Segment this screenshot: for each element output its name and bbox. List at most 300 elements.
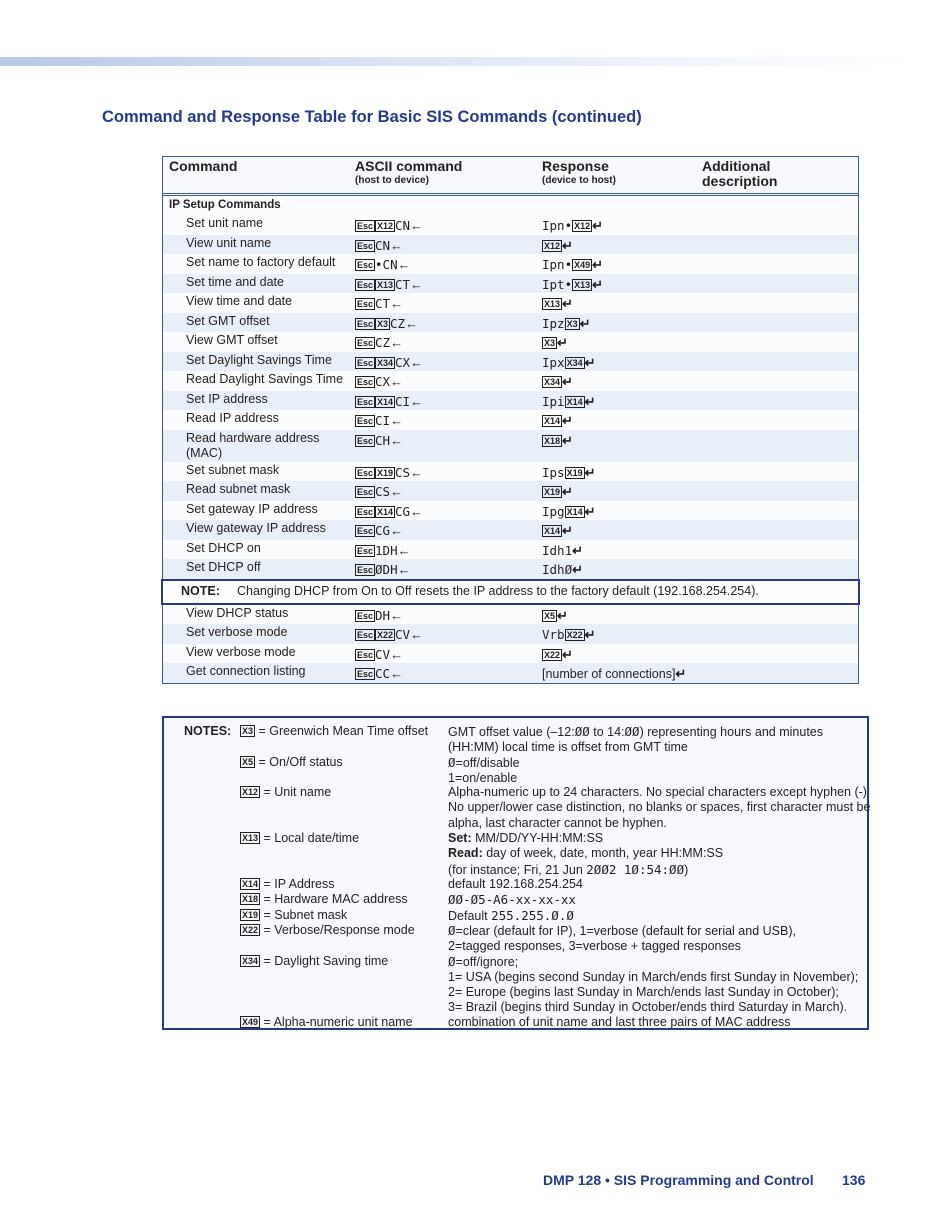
response [542, 257, 603, 273]
note-key-label: = Verbose/Response mode [263, 922, 415, 937]
mono-text: 2ØØ2 1Ø:54:ØØ [586, 861, 685, 877]
response [542, 608, 568, 624]
code-token: Esc [357, 565, 374, 575]
code-token: Esc [357, 318, 374, 329]
code-token: X13 [544, 299, 561, 309]
code-text: Ipg [542, 503, 565, 519]
code-token: X19 [242, 909, 259, 920]
ascii-command [355, 627, 423, 642]
ascii-command [355, 465, 423, 480]
note-line [448, 846, 864, 861]
code-token: X3 [377, 318, 389, 329]
mono-text: ØØ-Ø5-A6-xx-xx-xx [448, 892, 576, 908]
left-arrow-icon: ← [410, 218, 424, 233]
plain-text: =off/disable [455, 755, 520, 770]
response [542, 647, 573, 663]
return-arrow-icon: ↵ [557, 335, 568, 350]
plain-text: ) [684, 862, 689, 877]
code-token: X3 [566, 318, 578, 329]
code-text: DH [375, 607, 391, 623]
code-text: CS [395, 464, 411, 480]
ascii-command [355, 374, 403, 389]
response [542, 484, 573, 500]
code-text: CT [395, 276, 411, 292]
code-token: X19 [566, 467, 583, 478]
command-name: View gateway IP address [186, 521, 326, 535]
code-token: X34 [566, 357, 583, 368]
code-text: CI [395, 393, 411, 409]
code-token: X22 [566, 630, 583, 640]
command-name: Read Daylight Savings Time [186, 372, 344, 386]
command-name: View DHCP status [186, 605, 289, 620]
command-name: Set verbose mode [186, 625, 288, 639]
code-token: X18 [544, 435, 561, 446]
table-row [163, 352, 858, 372]
return-arrow-icon: ↵ [562, 413, 573, 428]
header-response: Response (device to host) [542, 158, 616, 186]
ascii-command [355, 355, 423, 370]
code-token: X14 [377, 506, 394, 517]
table-row [163, 430, 858, 462]
return-arrow-icon: ↵ [557, 607, 568, 623]
note-line [448, 755, 864, 771]
code-token: X5 [242, 756, 254, 767]
code-token: X12 [574, 221, 591, 231]
table-row [163, 644, 858, 664]
command-name: Set unit name [186, 216, 264, 230]
ascii-command [355, 562, 411, 577]
note-description [448, 1015, 864, 1030]
ascii-command [355, 257, 411, 272]
command-name: Set Daylight Savings Time [186, 352, 332, 367]
table-row [163, 235, 858, 255]
code-token: Esc [357, 260, 374, 270]
mono-text: ØØ [624, 724, 640, 739]
dhcp-note [161, 579, 860, 605]
note-description [448, 755, 864, 787]
bold-text: Set: [448, 831, 472, 846]
command-name: Set GMT offset [186, 313, 270, 328]
ascii-command [355, 433, 403, 448]
left-arrow-icon: ← [390, 666, 404, 681]
code-token: X14 [242, 879, 259, 889]
code-text: 1DH [375, 542, 398, 558]
code-token: X19 [377, 467, 394, 478]
code-text: Ipn• [542, 257, 573, 272]
note-line [448, 831, 864, 846]
code-text: CN [395, 218, 411, 233]
code-token: X14 [566, 396, 583, 407]
return-arrow-icon: ↵ [562, 296, 573, 311]
response [542, 355, 596, 371]
code-text: Vrb [542, 627, 565, 642]
command-name: Set IP address [186, 391, 268, 406]
left-arrow-icon: ← [410, 627, 424, 642]
response [542, 523, 573, 539]
note-label: NOTE: [181, 583, 220, 598]
code-token: Esc [357, 435, 374, 446]
plain-text: [number of connections] [542, 667, 676, 681]
code-token: X14 [544, 416, 561, 426]
table-row [163, 371, 858, 391]
plain-text: default 192.168.254.254 [448, 877, 583, 891]
return-arrow-icon: ↵ [592, 276, 604, 292]
table-row [163, 540, 858, 560]
code-token: X34 [544, 377, 561, 387]
left-arrow-icon: ← [390, 607, 404, 623]
note-line [448, 954, 864, 970]
command-response-table [162, 156, 859, 684]
ascii-command [355, 218, 423, 233]
table-row [163, 559, 858, 579]
return-arrow-icon: ↵ [572, 562, 584, 577]
code-text: Ips [542, 464, 565, 480]
code-token: X22 [242, 924, 259, 935]
plain-text: GMT offset value (–12: [448, 725, 575, 739]
code-token: Esc [357, 610, 374, 621]
left-arrow-icon: ← [390, 484, 404, 499]
note-key [240, 908, 347, 923]
note-line [448, 800, 871, 815]
table-row [163, 274, 858, 294]
left-arrow-icon: ← [390, 237, 404, 253]
note-key [240, 892, 408, 907]
code-token: Esc [357, 221, 374, 231]
return-arrow-icon: ↵ [562, 484, 573, 499]
note-line [448, 1000, 864, 1015]
code-token: X14 [377, 396, 394, 407]
code-token: X12 [544, 240, 561, 251]
note-line [448, 862, 864, 878]
note-line [448, 771, 864, 786]
table-row [163, 501, 858, 521]
command-name: Set subnet mask [186, 462, 280, 477]
response [542, 238, 573, 254]
plain-text: combination of unit name and last three pairs of MAC address [448, 1014, 791, 1029]
ascii-command [355, 543, 411, 558]
code-token: X22 [377, 630, 394, 640]
left-arrow-icon: ← [397, 562, 411, 577]
command-name: View GMT offset [186, 333, 278, 347]
code-text: CV [395, 627, 411, 642]
table-row [163, 332, 858, 352]
left-arrow-icon: ← [410, 276, 424, 292]
ascii-command [355, 335, 403, 350]
code-token: Esc [357, 526, 374, 536]
note-key-label: = Daylight Saving time [263, 953, 389, 968]
code-token: Esc [357, 545, 374, 556]
header-ascii: ASCII command (host to device) [355, 158, 463, 186]
code-token: Esc [357, 279, 374, 290]
note-key-label: = Greenwich Mean Time offset [258, 724, 429, 738]
table-body-b [163, 605, 858, 683]
table-header [163, 157, 858, 196]
ascii-command [355, 413, 403, 428]
code-token: X12 [242, 787, 259, 798]
command-name: Set DHCP on [186, 540, 261, 555]
note-key-label: = Subnet mask [263, 907, 348, 922]
code-token: X14 [566, 506, 583, 517]
response [542, 316, 591, 332]
command-name: Set gateway IP address [186, 501, 318, 516]
response [542, 374, 573, 390]
code-text: CS [375, 484, 391, 499]
note-line [448, 740, 864, 755]
note-description [448, 785, 871, 831]
table-row [163, 391, 858, 411]
mono-text: 255.255.Ø.Ø [491, 907, 574, 923]
note-key-label: = Unit name [263, 785, 332, 800]
command-name: View time and date [186, 294, 293, 308]
note-key [240, 877, 335, 892]
response [542, 666, 686, 682]
ascii-command [355, 484, 403, 499]
note-description [448, 892, 864, 908]
return-arrow-icon: ↵ [562, 523, 573, 538]
plain-text: ) representing hours and minutes [639, 725, 823, 739]
code-token: Esc [357, 630, 374, 640]
note-key [240, 954, 388, 969]
table-row [163, 605, 858, 625]
plain-text: MM/DD/YY-HH:MM:SS [471, 831, 604, 846]
return-arrow-icon: ↵ [562, 646, 573, 662]
response [542, 296, 573, 312]
note-line [448, 892, 864, 908]
code-text: CT [375, 296, 391, 311]
code-text: Ipn• [542, 218, 573, 233]
ascii-command [355, 504, 423, 519]
page-title: Command and Response Table for Basic SIS Commands (continued) [102, 108, 642, 126]
code-token: X12 [377, 221, 394, 231]
response [542, 335, 568, 351]
footer-title: DMP 128 • SIS Programming and Control [543, 1172, 814, 1188]
note-line [448, 970, 864, 985]
ascii-command [355, 277, 423, 292]
plain-text: =off/ignore; [455, 954, 519, 969]
note-line [448, 985, 864, 1000]
response [542, 277, 603, 293]
code-token: Esc [357, 487, 374, 497]
note-description [448, 923, 864, 955]
code-text: Ipt• [542, 276, 573, 292]
code-text: CG [375, 523, 391, 538]
plain-text: Default [448, 908, 492, 923]
note-key [240, 923, 415, 938]
code-text: CG [395, 503, 411, 519]
ascii-command [355, 647, 403, 662]
code-token: Esc [357, 396, 374, 407]
table-row [163, 215, 858, 235]
header-accent-bar [0, 57, 910, 66]
plain-text: (for instance; Fri, 21 Jun [448, 862, 587, 877]
command-name: Read subnet mask [186, 482, 291, 496]
left-arrow-icon: ← [390, 413, 404, 428]
return-arrow-icon: ↵ [584, 503, 596, 519]
table-row [163, 313, 858, 333]
table-row [163, 481, 858, 501]
code-token: X3 [544, 338, 556, 348]
code-text: CN [375, 237, 391, 253]
mono-text: Ø [448, 754, 456, 770]
code-token: X34 [242, 955, 259, 966]
plain-text: 2= Europe (begins last Sunday in March/ends last Sunday in October); [448, 985, 839, 1000]
left-arrow-icon: ← [390, 523, 404, 538]
plain-text: to 14: [589, 725, 625, 739]
mono-text: Ø [448, 922, 456, 938]
code-text: CH [375, 432, 391, 448]
plain-text: 1= USA (begins second Sunday in March/ends first Sunday in November); [448, 969, 859, 984]
bold-text: Read: [448, 846, 483, 861]
code-token: Esc [357, 506, 374, 517]
note-line [448, 724, 864, 740]
response [542, 562, 583, 578]
left-arrow-icon: ← [390, 335, 404, 350]
code-text: Ipz [542, 315, 565, 331]
ascii-command [355, 238, 403, 253]
note-key-label: = Alpha-numeric unit name [263, 1014, 413, 1029]
left-arrow-icon: ← [390, 432, 404, 448]
note-line [448, 816, 864, 831]
return-arrow-icon: ↵ [562, 432, 573, 448]
code-text: CI [375, 413, 391, 428]
response [542, 433, 573, 449]
table-row [163, 663, 858, 683]
code-token: Esc [357, 338, 374, 348]
note-line [448, 923, 864, 939]
code-text: CX [395, 354, 411, 370]
mono-text: Ø [448, 953, 456, 969]
code-text: •CN [375, 257, 398, 272]
response [542, 394, 596, 410]
plain-text: No upper/lower case distinction, no blanks or spaces, first character must be [448, 800, 871, 815]
left-arrow-icon: ← [410, 354, 424, 370]
table-row [163, 462, 858, 482]
left-arrow-icon: ← [410, 464, 424, 480]
note-key [240, 755, 343, 770]
code-token: X5 [544, 610, 556, 621]
response [542, 465, 596, 481]
ascii-command [355, 608, 403, 623]
code-token: X49 [242, 1016, 259, 1027]
ascii-command [355, 296, 403, 311]
note-description [448, 724, 864, 756]
return-arrow-icon: ↵ [592, 218, 604, 233]
command-name: Set DHCP off [186, 560, 261, 574]
return-arrow-icon: ↵ [675, 666, 687, 681]
plain-text: day of week, date, month, year HH:MM:SS [482, 846, 724, 861]
command-name: Read hardware address (MAC) [186, 430, 320, 460]
ascii-command [355, 666, 403, 681]
table-row [163, 410, 858, 430]
code-token: X13 [574, 279, 591, 290]
code-text: Ipx [542, 354, 565, 370]
code-text: ØDH [375, 562, 398, 577]
ascii-command [355, 394, 423, 409]
code-token: X22 [544, 649, 561, 660]
code-token: X19 [544, 487, 561, 497]
code-token: Esc [357, 669, 374, 679]
left-arrow-icon: ← [397, 257, 411, 272]
plain-text: =clear (default for IP), 1=verbose (default for serial and USB), [455, 923, 796, 938]
table-row [163, 293, 858, 313]
command-name: Read IP address [186, 411, 279, 425]
note-key-label: = On/Off status [258, 754, 343, 769]
notes-label: NOTES: [184, 724, 232, 738]
note-description [448, 908, 864, 924]
table-row [163, 520, 858, 540]
return-arrow-icon: ↵ [584, 393, 596, 409]
plain-text: 2=tagged responses, 3=verbose + tagged responses [448, 939, 741, 954]
code-text: Ipi [542, 393, 565, 409]
note-line [448, 1015, 864, 1030]
command-name: View verbose mode [186, 644, 296, 659]
return-arrow-icon: ↵ [584, 354, 596, 370]
note-key [240, 785, 331, 800]
command-name: Get connection listing [186, 664, 306, 678]
left-arrow-icon: ← [410, 503, 424, 519]
note-line [448, 908, 864, 924]
table-row [163, 624, 858, 644]
left-arrow-icon: ← [390, 374, 404, 389]
left-arrow-icon: ← [390, 296, 404, 311]
note-line [448, 939, 864, 954]
command-name: Set name to factory default [186, 255, 336, 269]
left-arrow-icon: ← [397, 542, 411, 558]
code-token: Esc [357, 649, 374, 660]
code-token: X49 [574, 260, 591, 270]
note-key [240, 1015, 413, 1030]
code-text: IdhØ [542, 562, 573, 577]
response [542, 413, 573, 429]
note-description [448, 877, 864, 892]
code-token: Esc [357, 416, 374, 426]
note-key-label: = Hardware MAC address [263, 892, 408, 907]
code-token: X14 [544, 526, 561, 536]
code-token: X3 [242, 726, 254, 736]
note-line [448, 785, 867, 800]
note-line [448, 877, 864, 892]
response [542, 504, 596, 520]
code-token: Esc [357, 467, 374, 478]
note-description [448, 831, 864, 878]
code-text: CZ [375, 335, 391, 350]
return-arrow-icon: ↵ [584, 464, 596, 480]
plain-text: Alpha-numeric up to 24 characters. No special characters except hyphen (-) [448, 785, 867, 800]
left-arrow-icon: ← [405, 315, 419, 331]
plain-text: 1=on/enable [448, 770, 518, 785]
return-arrow-icon: ↵ [584, 627, 596, 642]
return-arrow-icon: ↵ [572, 542, 584, 558]
code-token: X13 [377, 279, 394, 290]
left-arrow-icon: ← [390, 646, 404, 662]
command-name: View unit name [186, 235, 272, 250]
note-text: Changing DHCP from On to Off resets the IP address to the factory default (192.168.254.254). [237, 583, 759, 598]
response [542, 627, 596, 643]
notes-box [162, 716, 869, 1030]
return-arrow-icon: ↵ [592, 257, 604, 272]
note-description [448, 954, 864, 1016]
code-token: Esc [357, 299, 374, 309]
code-text: CV [375, 646, 391, 662]
command-name: Set time and date [186, 274, 284, 289]
plain-text: (HH:MM) local time is offset from GMT time [448, 740, 688, 755]
ascii-command [355, 316, 418, 331]
note-key [240, 724, 428, 739]
code-token: X18 [242, 894, 259, 905]
table-row [163, 254, 858, 274]
page-number: 136 [842, 1172, 866, 1188]
return-arrow-icon: ↵ [579, 315, 591, 331]
